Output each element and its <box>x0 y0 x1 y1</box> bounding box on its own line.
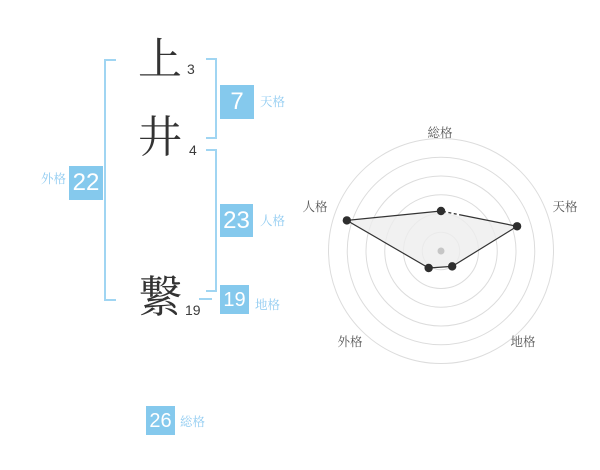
gaikaku-value-box: 22 <box>69 166 103 200</box>
stroke-count-1: 3 <box>187 61 195 77</box>
radar-point-3 <box>448 262 456 270</box>
radar-point-1 <box>437 207 445 215</box>
gaikaku-label: 外格 <box>41 172 67 186</box>
stroke-count-3: 19 <box>185 302 201 318</box>
jinkaku-bracket <box>206 149 217 292</box>
jinkaku-value-box: 23 <box>220 204 253 237</box>
name-char-1: 上 <box>138 35 182 84</box>
radar-axis-label-1: 総格 <box>427 126 453 140</box>
radar-point-5 <box>343 216 351 224</box>
tenkaku-bracket <box>206 58 217 139</box>
radar-axis-label-5: 人格 <box>302 200 328 214</box>
chikaku-label: 地格 <box>255 298 281 312</box>
gaikaku-bracket <box>104 59 116 301</box>
name-char-3: 繋 <box>138 273 182 322</box>
soukaku-label: 総格 <box>180 415 206 429</box>
jinkaku-label: 人格 <box>260 214 286 228</box>
radar-point-4 <box>424 264 432 272</box>
radar-axis-label-3: 地格 <box>510 335 536 349</box>
chikaku-value-box: 19 <box>220 285 249 314</box>
soukaku-value-box: 26 <box>146 406 175 435</box>
radar-axis-label-2: 天格 <box>552 200 578 214</box>
radar-point-2 <box>513 222 521 230</box>
tenkaku-value-box: 7 <box>220 85 254 119</box>
tenkaku-label: 天格 <box>260 95 286 109</box>
stroke-count-2: 4 <box>189 142 197 158</box>
radar-center-dot <box>438 248 445 255</box>
radar-data-polygon <box>347 211 517 268</box>
radar-axis-label-4: 外格 <box>337 335 363 349</box>
radar-chart <box>290 110 600 370</box>
name-char-2: 井 <box>138 113 182 162</box>
